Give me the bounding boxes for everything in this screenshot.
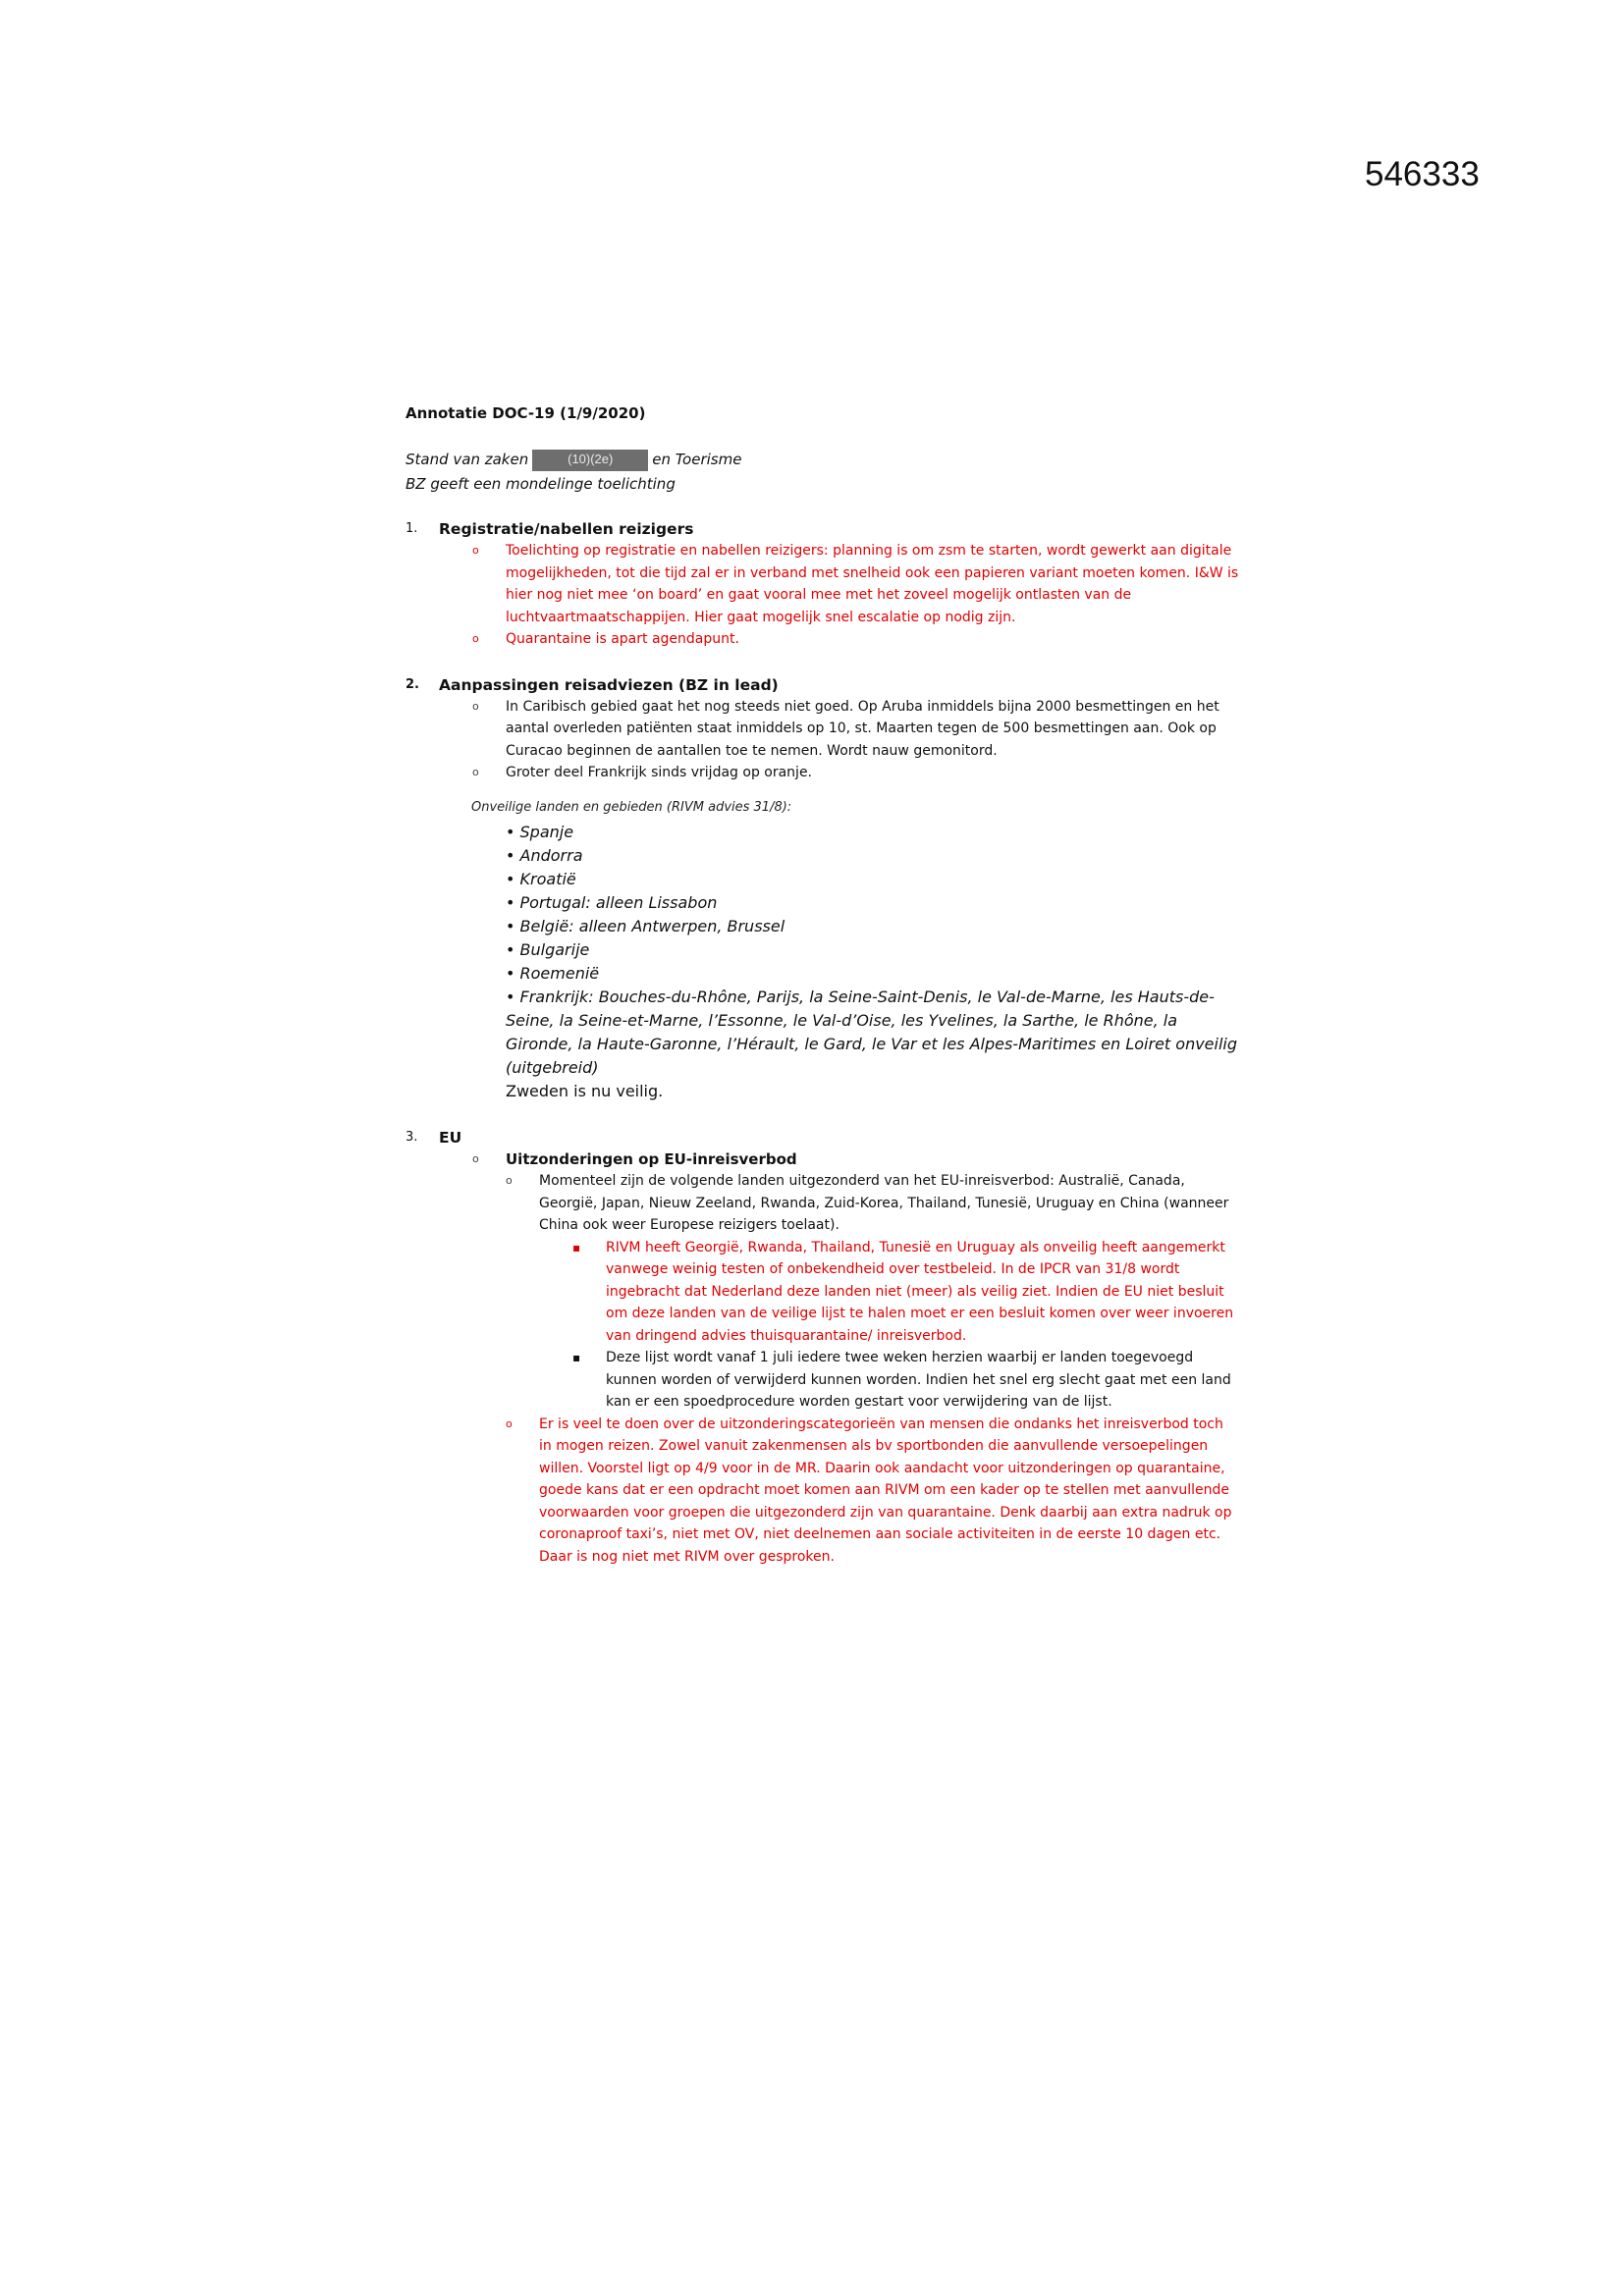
list-item [539,1347,1240,1414]
unsafe-countries-label: Onveilige landen en gebieden (RIVM advies 31/8): [471,799,792,815]
subtitle-line-1 [406,448,1240,472]
circle-bullet-icon: o [472,1151,479,1165]
document-body [406,404,1240,1568]
item-text: Groter deel Frankrijk sinds vrijdag op oranje. [506,765,813,780]
redaction-box: (10)(2e) [532,450,648,471]
section-number: 3. [406,1129,418,1145]
item-text: Deze lijst wordt vanaf 1 juli iedere twee weken herzien waarbij er landen toegevoegd kunnen worden of verwijderd kunnen worden. Indien het snel erg slecht gaat met een land kan er een spoedprocedure worden gestart voor verwijdering van de lijst. [606,1350,1231,1410]
section-3 [406,1127,1240,1569]
list-item [506,1414,1240,1569]
circle-bullet-icon: o [506,1416,513,1430]
item-text: Toelichting op registratie en nabellen reizigers: planning is om zsm te starten, wordt gewerkt aan digitale mogelijkheden, tot die tijd zal er in verband met snelheid ook een papieren variant moeten komen. I&W is hier nog niet mee ‘on board’ en gaat vooral mee met het zoveel mogelijk ontlasten van de luchtvaartmaatschappijen. Hier gaat mogelijk snel escalatie op nodig zijn. [506,543,1239,625]
item-text: Momenteel zijn de volgende landen uitgezonderd van het EU-inreisverbod: Australië, Canada, Georgië, Japan, Nieuw Zeeland, Rwanda, Zuid-Korea, Thailand, Tunesië, Uruguay en China (wanneer China ook weer Europese reizigers toelaat). [539,1173,1229,1233]
country-item: • Spanje [506,822,574,841]
safe-note: Zweden is nu veilig. [506,1081,664,1100]
document-title: Annotatie DOC-19 (1/9/2020) [406,404,646,422]
subtitle-prefix: Stand van zaken [406,451,529,468]
circle-bullet-icon: o [506,1174,513,1187]
circle-bullet-icon: o [472,544,479,557]
section-number: 1. [406,521,418,536]
country-item: • Frankrijk: Bouches-du-Rhône, Parijs, la Seine-Saint-Denis, le Val-de-Marne, les Hauts-de-Seine, la Seine-et-Marne, l’Essonne, le Val-d’Oise, les Yvelines, la Sarthe, le Rhône, la Gironde, la Haute-Garonne, l’Hérault, le Gard, le Var et les Alpes-Maritimes en Loiret onveilig (uitgebreid) [506,987,1238,1077]
country-item: • Andorra [506,845,583,865]
item-text: RIVM heeft Georgië, Rwanda, Thailand, Tunesië en Uruguay als onveilig heeft aangemerkt vanwege weinig testen of onbekendheid over testbeleid. In de IPCR van 31/8 wordt ingebracht dat Nederland deze landen niet (meer) als veilig ziet. Indien de EU niet besluit om deze landen van de veilige lijst te halen moet er een besluit komen over weer invoeren van dringend advies thuisquarantaine/ inreisverbod. [606,1239,1234,1344]
country-item: • Kroatië [506,869,576,888]
country-item: • Bulgarije [506,939,590,959]
item-text: In Caribisch gebied gaat het nog steeds niet goed. Op Aruba inmiddels bijna 2000 besmettingen en het aantal overleden patiënten staat inmiddels op 10, st. Maarten tegen de 500 besmettingen aan. Ook op Curacao beginnen de aantallen toe te nemen. Wordt nauw gemonitord. [506,698,1219,759]
section-heading: Registratie/nabellen reizigers [439,520,694,538]
section-2 [406,674,1240,1103]
circle-bullet-icon: o [472,632,479,645]
country-item: • Roemenië [506,963,600,983]
list-item [406,540,1240,628]
subtitle-suffix: en Toerisme [652,451,742,468]
country-item: • Portugal: alleen Lissabon [506,892,718,912]
item-text: Quarantaine is apart agendapunt. [506,631,739,647]
item-text: Er is veel te doen over de uitzonderingscategorieën van mensen die ondanks het inreisverbod toch in mogen reizen. Zowel vanuit zakenmensen als bv sportbonden die aanvullende versoepelingen willen. Voorstel ligt op 4/9 voor in de MR. Daarin ook aandacht voor uitzonderingen op quarantaine, goede kans dat er een opdracht moet komen aan RIVM om een kader op te stellen met aanvullende voorwaarden voor groepen die uitgezonderd zijn van quarantaine. Denk daarbij aan extra nadruk op coronaproof taxi’s, niet met OV, niet deelnemen aan sociale activiteiten in de eerste 10 dagen etc. Daar is nog niet met RIVM over gesproken. [539,1415,1232,1565]
list-item [406,1148,1240,1171]
circle-bullet-icon: o [472,699,479,713]
subtitle-line-2: BZ geeft een mondelinge toelichting [406,475,676,493]
list-item [406,628,1240,651]
section-heading: Aanpassingen reisadviezen (BZ in lead) [439,675,779,694]
unsafe-countries-list [506,821,1240,1103]
section-number: 2. [406,676,419,692]
section-heading: EU [439,1128,462,1147]
list-item [406,696,1240,763]
subheading: Uitzonderingen op EU-inreisverbod [506,1149,797,1168]
list-item [506,1170,1240,1237]
circle-bullet-icon: o [472,766,479,778]
square-bullet-icon: ▪ [572,1240,581,1255]
square-bullet-icon: ▪ [572,1351,581,1364]
section-1 [406,518,1240,651]
list-item [539,1237,1240,1348]
list-item [406,762,1240,784]
country-item: • België: alleen Antwerpen, Brussel [506,916,785,935]
document-number: 546333 [1365,155,1480,193]
